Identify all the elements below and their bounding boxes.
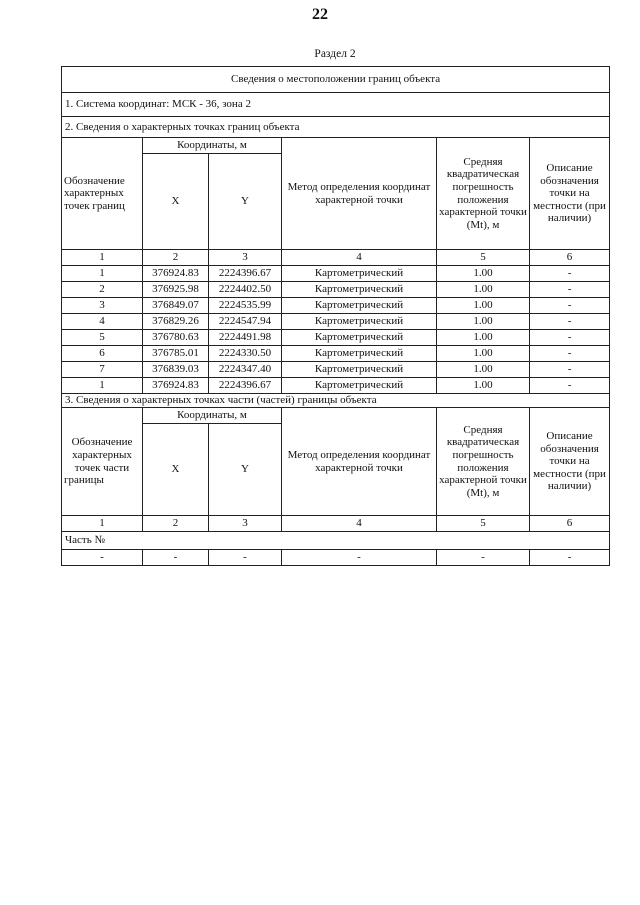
point-desc: - [530,282,610,298]
point-y: 2224402.50 [209,282,282,298]
col-num: 2 [143,516,209,532]
header-designation-part: Обозначение характерных точек части границы [62,408,143,516]
point-y: 2224535.99 [209,298,282,314]
header-x-part: X [143,424,209,516]
col-num: 6 [530,250,610,266]
part-cell: - [437,550,530,566]
point-x: 376780.63 [143,330,209,346]
header-designation: Обозначение характерных точек границ [62,138,143,250]
point-row [62,266,610,282]
header-description-part: Описание обозначения точки на местности (при наличии) [530,408,610,516]
point-row [62,314,610,330]
col-num: 4 [282,516,437,532]
point-x: 376829.26 [143,314,209,330]
part-cell: - [62,550,143,566]
point-mt: 1.00 [437,314,530,330]
point-mt: 1.00 [437,266,530,282]
col-num: 1 [62,250,143,266]
point-row [62,362,610,378]
section2-title: 2. Сведения о характерных точках границ объекта [62,117,610,138]
header-error-part: Средняя квадратическая погрешность положения характерной точки (Mt), м [437,408,530,516]
point-method: Картометрический [282,362,437,378]
point-x: 376924.83 [143,266,209,282]
header-error: Средняя квадратическая погрешность положения характерной точки (Mt), м [437,138,530,250]
point-method: Картометрический [282,266,437,282]
point-mt: 1.00 [437,362,530,378]
point-desc: - [530,314,610,330]
col-num: 3 [209,250,282,266]
header-method: Метод определения координат характерной точки [282,138,437,250]
part-row [62,550,610,566]
point-number: 1 [62,266,143,282]
point-desc: - [530,266,610,282]
column-numbers-row [62,250,610,266]
point-row [62,378,610,394]
point-row [62,282,610,298]
point-mt: 1.00 [437,378,530,394]
point-y: 2224330.50 [209,346,282,362]
col-num: 1 [62,516,143,532]
point-x: 376849.07 [143,298,209,314]
boundary-table [61,66,610,566]
point-mt: 1.00 [437,298,530,314]
section3-title: 3. Сведения о характерных точках части (частей) границы объекта [62,394,610,408]
header-coordinates-part: Координаты, м [143,408,282,424]
point-x: 376785.01 [143,346,209,362]
header-x: X [143,154,209,250]
part-cell: - [530,550,610,566]
point-desc: - [530,298,610,314]
point-method: Картометрический [282,298,437,314]
col-num: 6 [530,516,610,532]
col-num: 3 [209,516,282,532]
point-method: Картометрический [282,346,437,362]
point-row [62,298,610,314]
point-desc: - [530,362,610,378]
point-row [62,330,610,346]
table-title: Сведения о местоположении границ объекта [62,67,610,93]
point-x: 376925.98 [143,282,209,298]
point-method: Картометрический [282,378,437,394]
point-y: 2224396.67 [209,378,282,394]
point-number: 4 [62,314,143,330]
point-number: 6 [62,346,143,362]
point-y: 2224491.98 [209,330,282,346]
part-cell: - [282,550,437,566]
point-y: 2224347.40 [209,362,282,378]
col-num: 2 [143,250,209,266]
point-mt: 1.00 [437,282,530,298]
part-cell: - [143,550,209,566]
header-y: Y [209,154,282,250]
page-number: 22 [312,6,328,23]
point-number: 2 [62,282,143,298]
point-method: Картометрический [282,282,437,298]
part-cell: - [209,550,282,566]
col-num: 5 [437,250,530,266]
point-method: Картометрический [282,330,437,346]
point-number: 3 [62,298,143,314]
coord-system: 1. Система координат: МСК - 36, зона 2 [62,93,610,117]
point-number: 7 [62,362,143,378]
point-y: 2224547.94 [209,314,282,330]
point-desc: - [530,346,610,362]
point-number: 1 [62,378,143,394]
section-label: Раздел 2 [314,48,356,60]
point-method: Картометрический [282,314,437,330]
header-coordinates: Координаты, м [143,138,282,154]
header-method-part: Метод определения координат характерной точки [282,408,437,516]
col-num: 4 [282,250,437,266]
point-mt: 1.00 [437,346,530,362]
column-numbers-row-part [62,516,610,532]
point-desc: - [530,378,610,394]
header-description: Описание обозначения точки на местности (при наличии) [530,138,610,250]
part-label: Часть № [62,532,610,550]
point-x: 376839.03 [143,362,209,378]
point-y: 2224396.67 [209,266,282,282]
header-y-part: Y [209,424,282,516]
col-num: 5 [437,516,530,532]
point-x: 376924.83 [143,378,209,394]
point-row [62,346,610,362]
point-number: 5 [62,330,143,346]
point-mt: 1.00 [437,330,530,346]
point-desc: - [530,330,610,346]
